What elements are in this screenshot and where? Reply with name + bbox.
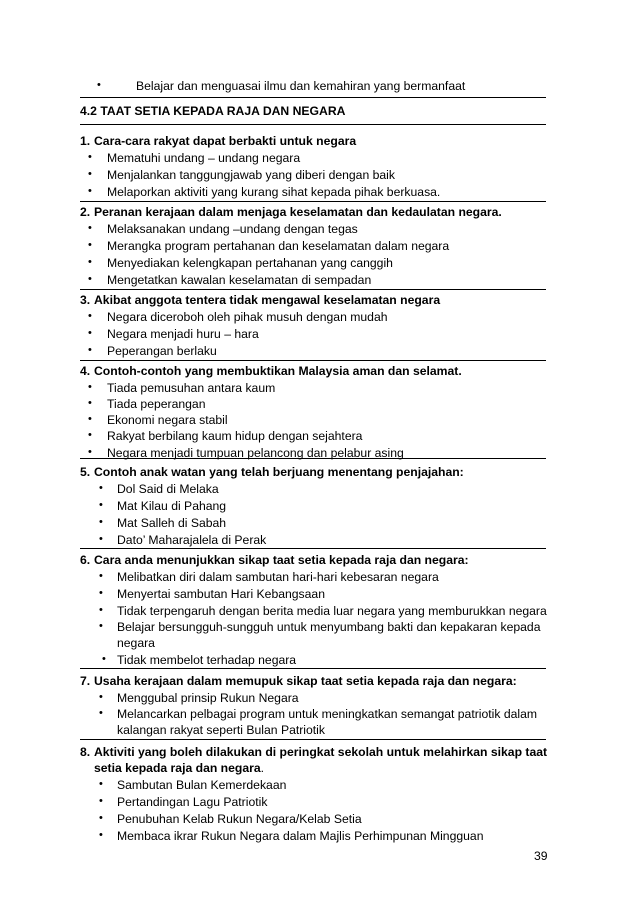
bullet-icon: • (88, 273, 92, 285)
section-4-heading: Contoh-contoh yang membuktikan Malaysia aman dan selamat. (94, 364, 462, 378)
section-8-number: 8. (80, 745, 91, 759)
bullet-icon: • (99, 778, 103, 790)
list-item: Negara menjadi tumpuan pelancong dan pelabur asing (107, 446, 404, 460)
bullet-icon: • (88, 413, 92, 425)
list-item: Pertandingan Lagu Patriotik (117, 795, 268, 809)
list-item: Tiada pemusuhan antara kaum (107, 381, 276, 395)
bullet-icon: • (99, 587, 103, 599)
list-item: Membaca ikrar Rukun Negara dalam Majlis Perhimpunan Mingguan (117, 829, 484, 843)
list-item: Menyertai sambutan Hari Kebangsaan (117, 587, 325, 601)
list-item: Peperangan berlaku (107, 344, 217, 358)
section-3-heading: Akibat anggota tentera tidak mengawal keselamatan negara (94, 293, 441, 307)
list-item: Menyediakan kelengkapan pertahanan yang canggih (107, 256, 393, 270)
section-title: 4.2 TAAT SETIA KEPADA RAJA DAN NEGARA (80, 104, 346, 118)
bullet-icon: • (99, 499, 103, 511)
bullet-icon: • (99, 829, 103, 841)
intro-line: Belajar dan menguasai ilmu dan kemahiran yang bermanfaat (136, 79, 466, 93)
section-7-heading: Usaha kerajaan dalam memupuk sikap taat setia kepada raja dan negara: (94, 674, 517, 688)
list-item: Melibatkan diri dalam sambutan hari-hari kebesaran negara (117, 570, 439, 584)
list-item: Mat Kilau di Pahang (117, 499, 227, 513)
bullet-icon: • (88, 344, 92, 356)
bullet-icon: • (88, 185, 92, 197)
bullet-icon: • (97, 79, 101, 91)
list-item: Negara menjadi huru – hara (107, 327, 259, 341)
bullet-icon: • (88, 239, 92, 251)
section-5-heading: Contoh anak watan yang telah berjuang menentang penjajahan: (94, 465, 464, 479)
divider (80, 360, 546, 361)
list-item: Melancarkan pelbagai program untuk meningkatkan semangat patriotik dalam (117, 707, 538, 721)
list-item: Menggubal prinsip Rukun Negara (117, 691, 299, 705)
divider (80, 289, 546, 290)
list-item: Menjalankan tanggungjawab yang diberi dengan baik (107, 168, 395, 182)
bullet-icon: • (88, 256, 92, 268)
page-number: 39 (534, 849, 548, 863)
list-item: Mat Salleh di Sabah (117, 516, 227, 530)
section-8-heading: Aktiviti yang boleh dilakukan di peringkat sekolah untuk melahirkan sikap taat (94, 745, 548, 759)
list-item: Melaporkan aktiviti yang kurang sihat kepada pihak berkuasa. (107, 185, 441, 199)
list-item: Tidak terpengaruh dengan berita media luar negara yang memburukkan negara (117, 604, 547, 618)
section-6-heading: Cara anda menunjukkan sikap taat setia kepada raja dan negara: (94, 553, 469, 567)
bullet-icon: • (99, 516, 103, 528)
bullet-icon: • (88, 327, 92, 339)
section-3-number: 3. (80, 293, 91, 307)
section-8-heading-line2: setia kepada raja dan negara. (94, 761, 265, 775)
bullet-icon: • (99, 482, 103, 494)
section-1-heading: Cara-cara rakyat dapat berbakti untuk negara (94, 134, 357, 148)
bullet-icon: • (88, 381, 92, 393)
list-item: Merangka program pertahanan dan keselamatan dalam negara (107, 239, 450, 253)
bullet-icon: • (99, 795, 103, 807)
bullet-icon: • (88, 446, 92, 458)
list-item: Dol Said di Melaka (117, 482, 219, 496)
divider (80, 739, 546, 740)
divider (80, 548, 546, 549)
list-item-continuation: kalangan rakyat seperti Bulan Patriotik (117, 723, 325, 737)
divider (80, 201, 546, 202)
bullet-icon: • (99, 707, 103, 719)
list-item: Tiada peperangan (107, 397, 206, 411)
list-item: Melaksanakan undang –undang dengan tegas (107, 222, 358, 236)
divider (80, 668, 546, 669)
bullet-icon: • (99, 604, 103, 616)
bullet-icon: • (88, 222, 92, 234)
section-2-number: 2. (80, 205, 91, 219)
list-item: Mematuhi undang – undang negara (107, 151, 301, 165)
section-7-number: 7. (80, 674, 91, 688)
divider (80, 124, 546, 125)
list-item: Belajar bersungguh-sungguh untuk menyumbang bakti dan kepakaran kepada (117, 620, 541, 634)
bullet-icon: • (88, 151, 92, 163)
section-4-number: 4. (80, 364, 91, 378)
section-1-number: 1. (80, 134, 91, 148)
bullet-icon: • (99, 570, 103, 582)
list-item: Tidak membelot terhadap negara (117, 653, 297, 667)
list-item: Dato’ Maharajalela di Perak (117, 533, 267, 547)
bullet-icon: • (88, 397, 92, 409)
bullet-icon: • (88, 429, 92, 441)
section-5-number: 5. (80, 465, 91, 479)
bullet-icon: • (88, 310, 92, 322)
list-item: Negara diceroboh oleh pihak musuh dengan mudah (107, 310, 388, 324)
section-6-number: 6. (80, 553, 91, 567)
bullet-icon: • (88, 168, 92, 180)
list-item: Sambutan Bulan Kemerdekaan (117, 778, 287, 792)
section-2-heading: Peranan kerajaan dalam menjaga keselamatan dan kedaulatan negara. (94, 205, 502, 219)
bullet-icon: • (99, 691, 103, 703)
list-item: Ekonomi negara stabil (107, 413, 228, 427)
list-item: Mengetatkan kawalan keselamatan di sempadan (107, 273, 372, 287)
list-item-continuation: negara (117, 636, 155, 650)
bullet-icon: • (99, 620, 103, 632)
bullet-icon: • (99, 533, 103, 545)
divider (80, 97, 546, 98)
divider (80, 458, 546, 459)
section-8-heading-cont: setia kepada raja dan negara (94, 761, 261, 775)
bullet-icon: • (102, 653, 106, 665)
bullet-icon: • (99, 812, 103, 824)
list-item: Rakyat berbilang kaum hidup dengan sejahtera (107, 429, 363, 443)
list-item: Penubuhan Kelab Rukun Negara/Kelab Setia (117, 812, 362, 826)
